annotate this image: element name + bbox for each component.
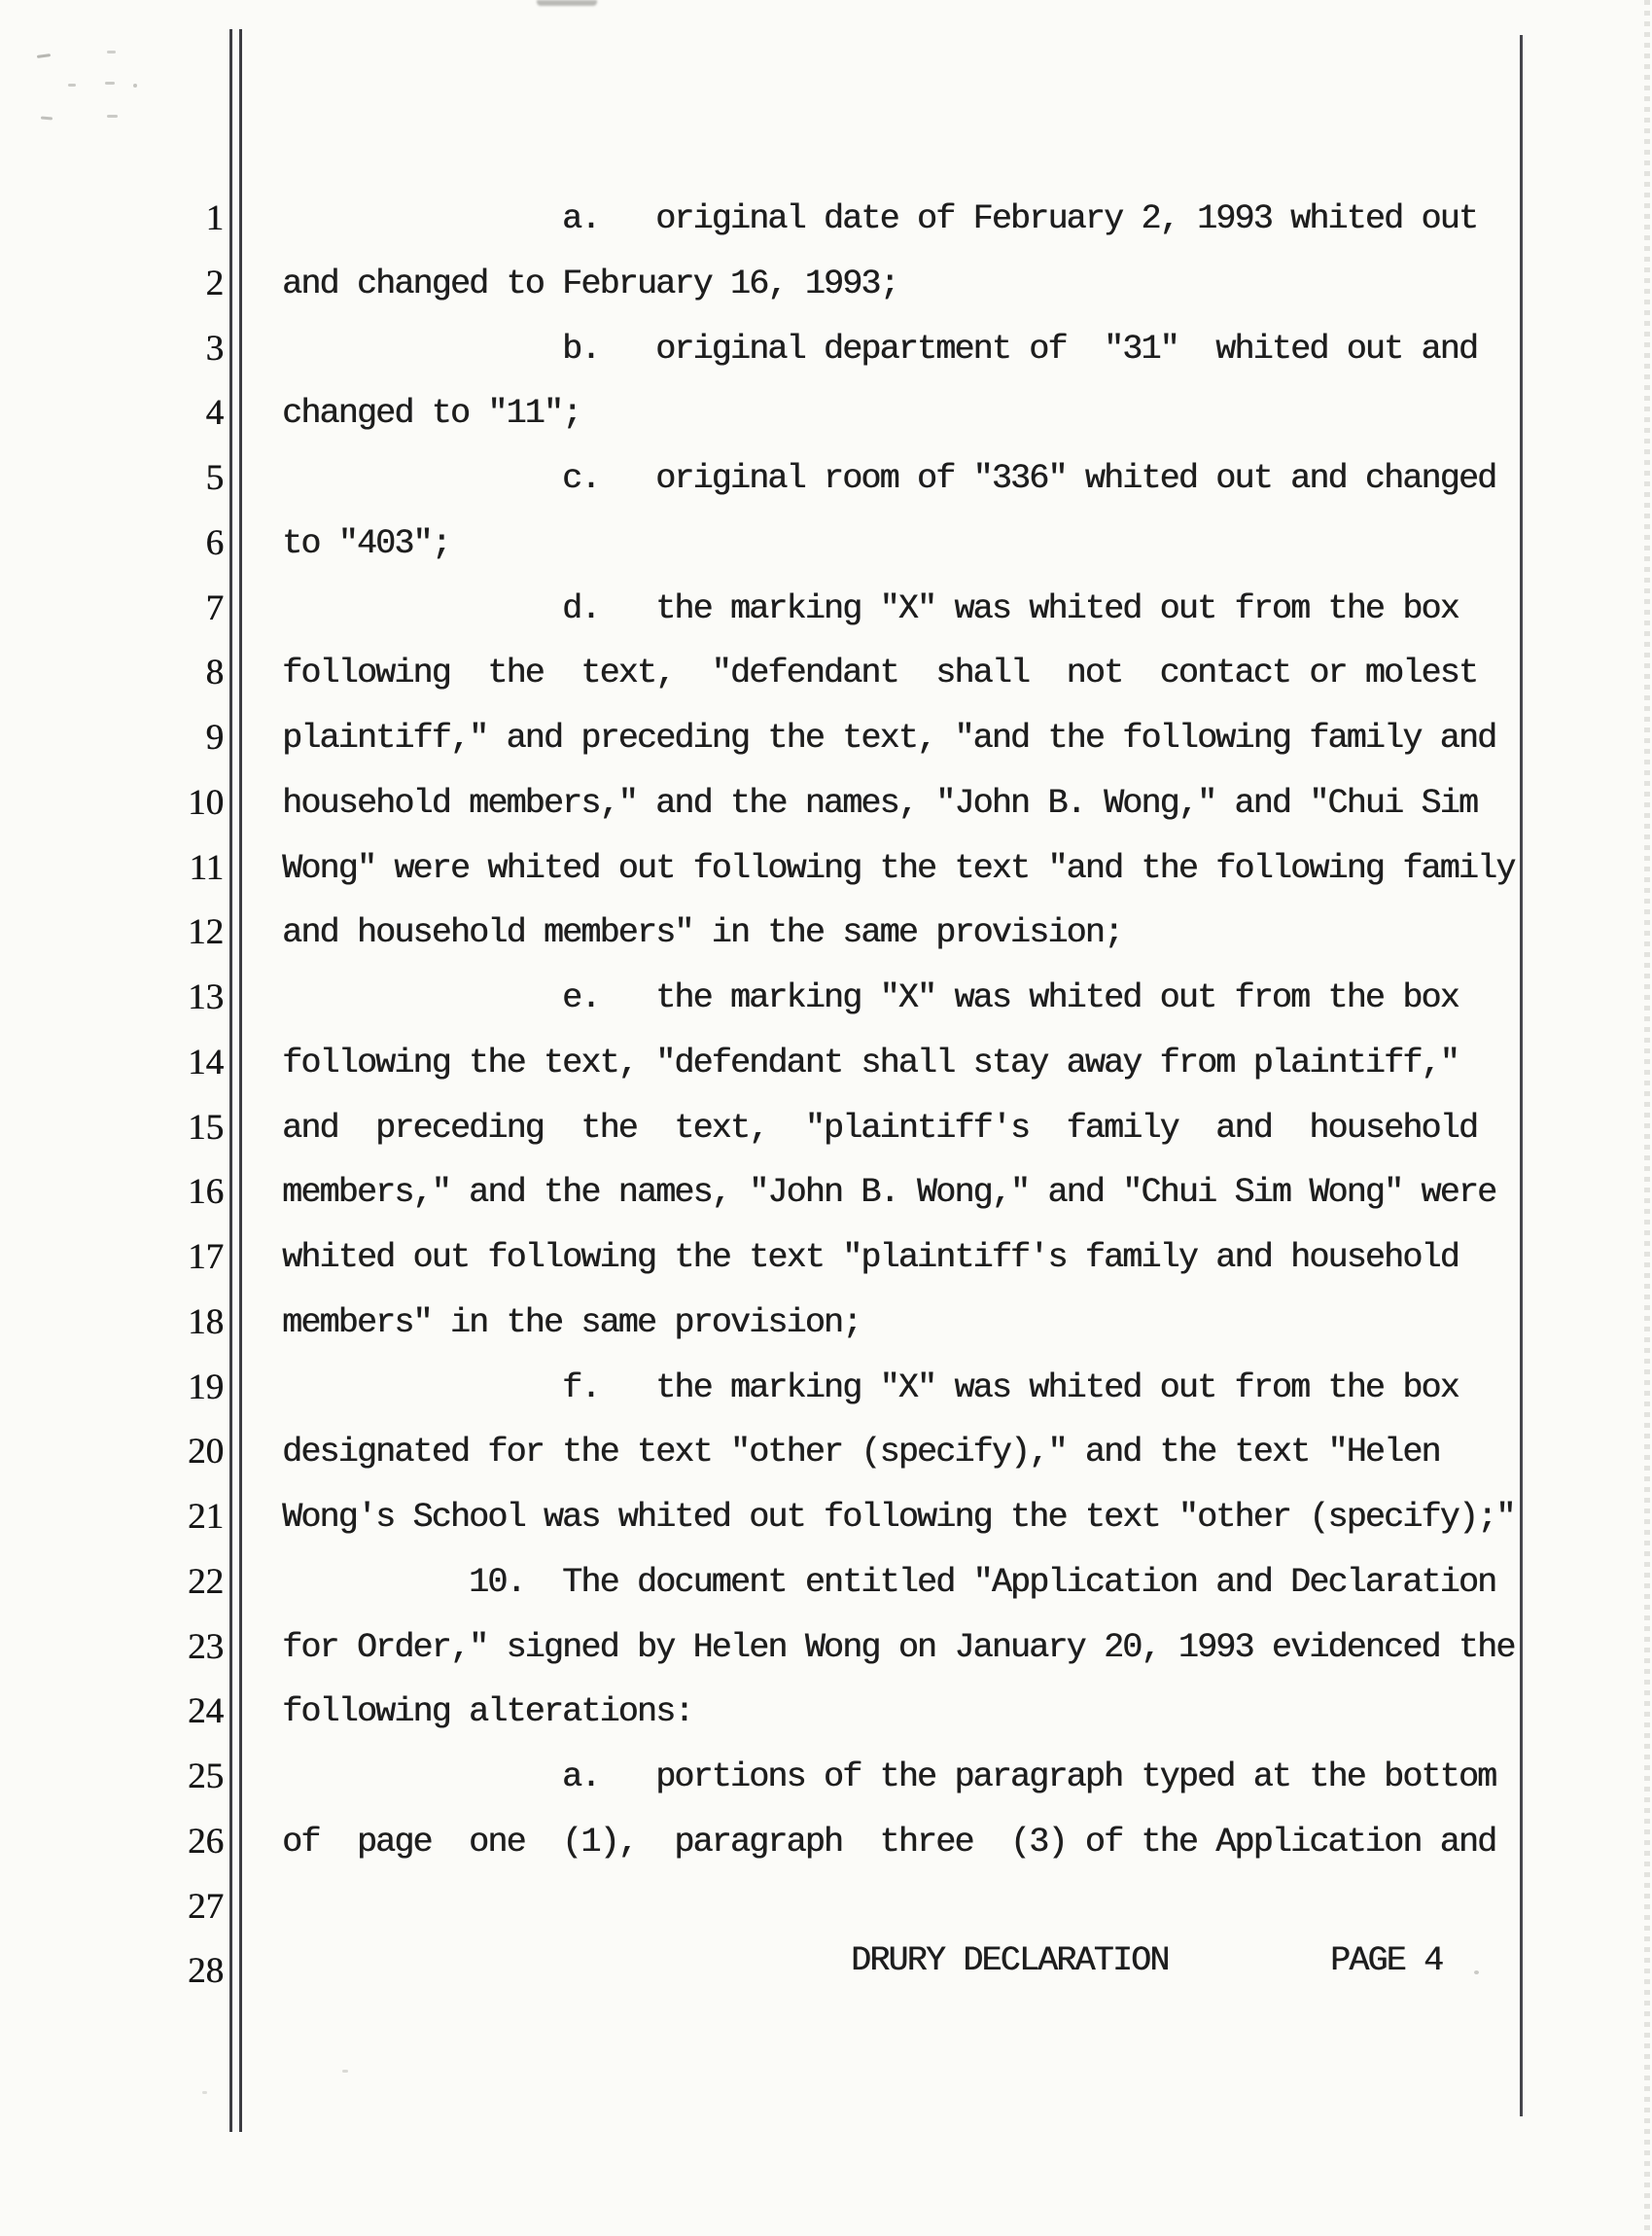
- line-text: household members," and the names, "John B. Wong," and "Chui Sim: [282, 783, 1478, 823]
- line-text: 10. The document entitled "Application and Declaration: [282, 1562, 1496, 1602]
- document-line: [0, 1160, 1652, 1225]
- line-number: 12: [188, 912, 224, 953]
- document-line: [0, 317, 1652, 382]
- line-number: 13: [188, 977, 224, 1017]
- document-line: [0, 1096, 1652, 1161]
- line-text: f. the marking "X" was whited out from the box: [282, 1367, 1459, 1407]
- line-number: 11: [189, 847, 224, 888]
- line-text: to "403";: [282, 523, 450, 563]
- document-line: [0, 706, 1652, 771]
- document-line: [0, 252, 1652, 317]
- line-text: members," and the names, "John B. Wong," and "Chui Sim Wong" were: [282, 1173, 1496, 1213]
- document-line: [0, 512, 1652, 577]
- line-text: Wong's School was whited out following the text "other (specify);": [282, 1498, 1515, 1537]
- document-line: [0, 1745, 1652, 1810]
- document-line: [0, 1680, 1652, 1745]
- document-line: [0, 1550, 1652, 1615]
- line-number: 25: [188, 1757, 224, 1796]
- document-line: [0, 1031, 1652, 1096]
- line-number: 3: [205, 328, 224, 369]
- line-number: 19: [188, 1366, 224, 1407]
- page-footer: [0, 1929, 1652, 1994]
- scan-speck: [37, 53, 51, 58]
- document-line: [0, 577, 1652, 642]
- line-text: designated for the text "other (specify)," and the text "Helen: [282, 1433, 1440, 1473]
- line-text: following the text, "defendant shall stay away from plaintiff,": [282, 1043, 1459, 1083]
- document-line: [0, 1291, 1652, 1356]
- line-number: 20: [188, 1432, 224, 1473]
- line-number: 17: [188, 1237, 224, 1277]
- scan-speck: [41, 116, 53, 120]
- line-rows: [0, 187, 1652, 2005]
- document-line: [0, 1485, 1652, 1550]
- scan-speck: [68, 84, 76, 87]
- line-number: 14: [188, 1042, 224, 1083]
- document-line: [0, 1356, 1652, 1421]
- line-text: whited out following the text "plaintiff's family and household: [282, 1238, 1459, 1277]
- line-number: 18: [188, 1301, 224, 1342]
- document-line: [0, 771, 1652, 836]
- document-line: [0, 1615, 1652, 1681]
- line-text: b. original department of "31" whited out and: [282, 329, 1478, 369]
- document-line: [0, 446, 1652, 512]
- line-text: members" in the same provision;: [282, 1302, 861, 1342]
- document-line: [0, 836, 1652, 902]
- scan-speck: [107, 115, 118, 118]
- document-line: [0, 1420, 1652, 1485]
- document-line: [0, 1810, 1652, 1875]
- scan-speck: [105, 82, 115, 85]
- line-number: 16: [188, 1172, 224, 1213]
- line-text: e. the marking "X" was whited out from the box: [282, 978, 1459, 1017]
- line-number: 15: [188, 1107, 224, 1148]
- scan-speck: [342, 2070, 348, 2073]
- document-line: [0, 966, 1652, 1031]
- line-number: 8: [205, 653, 224, 693]
- line-text: Wong" were whited out following the text "and the following family: [282, 848, 1515, 888]
- scan-smudge: [537, 0, 597, 6]
- line-text: c. original room of "336" whited out and changed: [282, 459, 1496, 498]
- line-number: 6: [205, 522, 224, 563]
- line-text: following alterations:: [282, 1692, 693, 1732]
- footer-page-number: PAGE 4: [1330, 1941, 1443, 1980]
- line-number: 1: [205, 198, 224, 238]
- line-number: 24: [188, 1691, 224, 1732]
- scan-speck: [107, 51, 116, 53]
- document-line: [0, 381, 1652, 446]
- document-line: [0, 641, 1652, 706]
- line-number: 9: [205, 718, 224, 758]
- line-number: 2: [205, 263, 224, 303]
- line-text: and preceding the text, "plaintiff's family and household: [282, 1108, 1478, 1148]
- document-line: [0, 901, 1652, 966]
- line-number: 10: [188, 782, 224, 823]
- scan-speck: [133, 84, 137, 88]
- document-line: [0, 187, 1652, 252]
- line-text: d. the marking "X" was whited out from the box: [282, 588, 1459, 628]
- line-text: of page one (1), paragraph three (3) of the Application and: [282, 1822, 1496, 1862]
- line-text: and changed to February 16, 1993;: [282, 264, 898, 303]
- line-number: 28: [188, 1951, 224, 1992]
- line-number: 5: [205, 458, 224, 498]
- line-text: changed to "11";: [282, 394, 581, 434]
- line-number: 23: [188, 1626, 224, 1667]
- line-text: and household members" in the same provision;: [282, 913, 1123, 953]
- scan-speck: [202, 2091, 207, 2094]
- line-number: 27: [188, 1886, 224, 1927]
- line-text: following the text, "defendant shall not contact or molest: [282, 654, 1478, 693]
- line-text: a. portions of the paragraph typed at the bottom: [282, 1757, 1496, 1796]
- line-text: plaintiff," and preceding the text, "and the following family and: [282, 719, 1496, 758]
- line-number: 7: [205, 587, 224, 628]
- line-text: a. original date of February 2, 1993 whited out: [282, 199, 1478, 238]
- line-number: 4: [205, 393, 224, 434]
- line-number: 22: [188, 1561, 224, 1602]
- line-number: 21: [188, 1497, 224, 1537]
- document-line: [0, 1225, 1652, 1291]
- line-number: 26: [188, 1821, 224, 1862]
- footer-document-title: DRURY DECLARATION: [851, 1941, 1169, 1980]
- line-text: for Order," signed by Helen Wong on January 20, 1993 evidenced the: [282, 1627, 1515, 1667]
